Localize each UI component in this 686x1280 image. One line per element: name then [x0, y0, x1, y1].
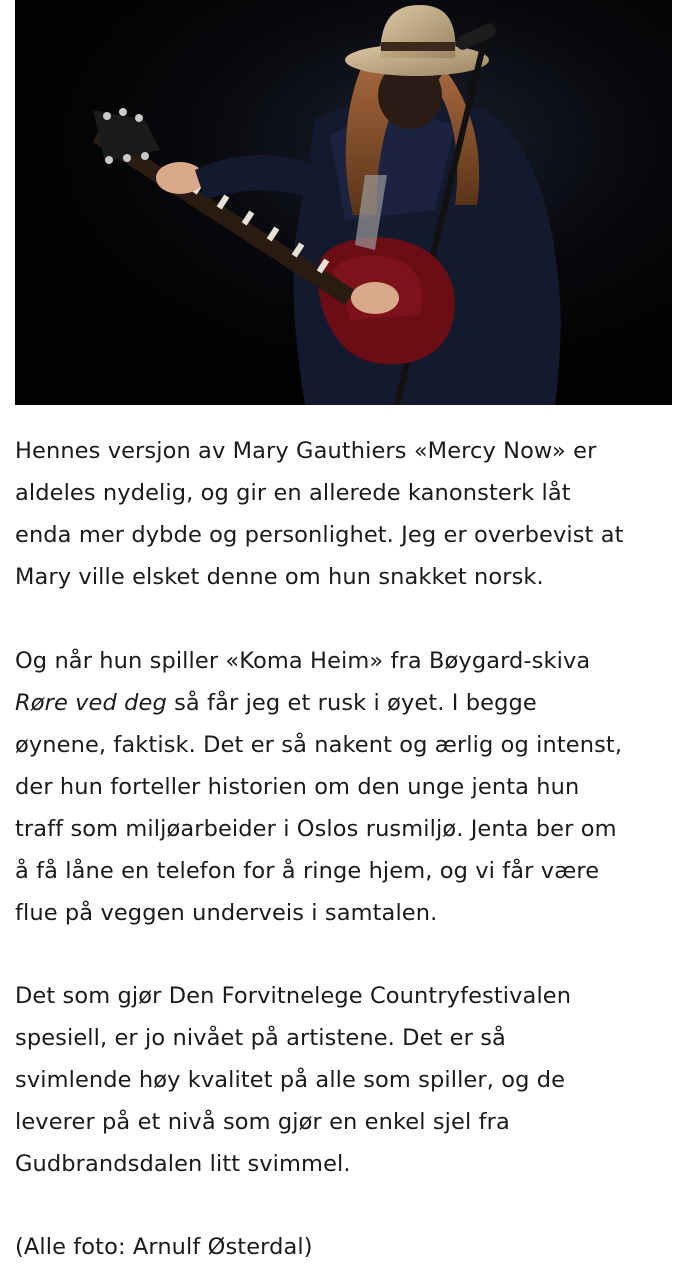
paragraph-line-rest: så får jeg et rusk i øyet. I begge: [166, 690, 537, 716]
paragraph-line: spesiell, er jo nivået på artistene. Det er så: [15, 1025, 506, 1051]
article-photo: [15, 0, 672, 405]
album-title: Røre ved deg: [15, 690, 167, 716]
paragraph-line: traff som miljøarbeider i Oslos rusmiljø. Jenta ber om: [15, 816, 617, 842]
paragraph-line: Hennes versjon av Mary Gauthiers «Mercy Now» er: [15, 438, 597, 464]
photo-credit-text: (Alle foto: Arnulf Østerdal): [15, 1234, 313, 1260]
paragraph-3: [15, 975, 675, 1185]
paragraph-line: enda mer dybde og personlighet. Jeg er overbevist at: [15, 522, 624, 548]
performer-illustration: [15, 0, 672, 405]
paragraph-line: leverer på et nivå som gjør en enkel sjel fra: [15, 1109, 510, 1135]
paragraph-line: Det som gjør Den Forvitnelege Countryfestivalen: [15, 983, 572, 1009]
paragraph-line: svimlende høy kvalitet på alle som spiller, og de: [15, 1067, 566, 1093]
paragraph-line: Mary ville elsket denne om hun snakket norsk.: [15, 564, 544, 590]
paragraph-line: å få låne en telefon for å ringe hjem, og vi får være: [15, 858, 600, 884]
paragraph-1: [15, 430, 675, 598]
paragraph-line: Og når hun spiller «Koma Heim» fra Bøygard-skiva: [15, 648, 591, 674]
paragraph-line: aldeles nydelig, og gir en allerede kanonsterk låt: [15, 480, 571, 506]
paragraph-line: flue på veggen underveis i samtalen.: [15, 900, 438, 926]
paragraph-2: [15, 640, 675, 934]
paragraph-line: Gudbrandsdalen litt svimmel.: [15, 1151, 351, 1177]
paragraph-line: der hun forteller historien om den unge jenta hun: [15, 774, 580, 800]
paragraph-line: [15, 682, 675, 724]
photo-credit: [15, 1226, 675, 1268]
paragraph-line: øynene, faktisk. Det er så nakent og ærlig og intenst,: [15, 732, 623, 758]
